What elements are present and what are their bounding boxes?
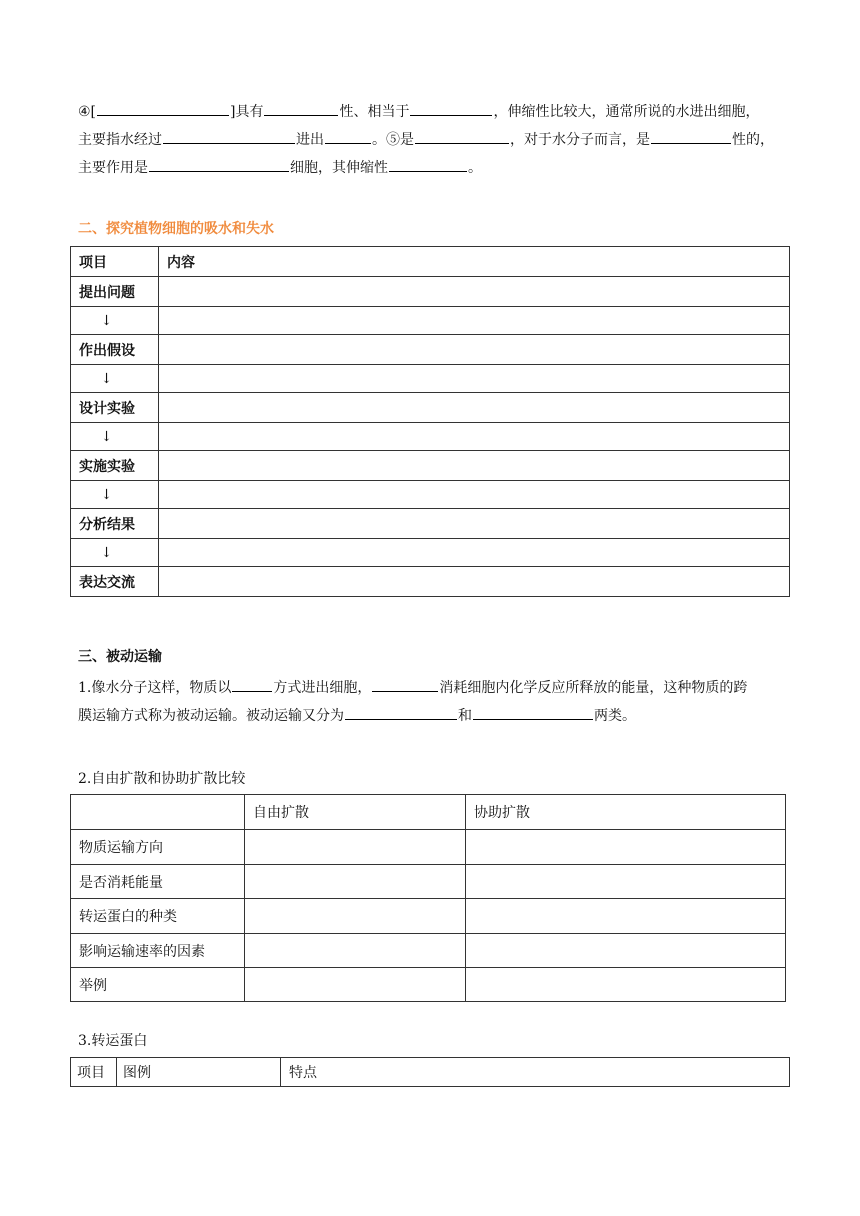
step-label: 分析结果 (71, 509, 159, 539)
blank-field[interactable] (410, 101, 492, 116)
content-cell[interactable] (159, 567, 790, 597)
text-segment: 性的， (732, 132, 774, 148)
row-label: 影响运输速率的因素 (71, 934, 245, 968)
row-label: 是否消耗能量 (71, 865, 245, 899)
answer-cell[interactable] (466, 968, 786, 1002)
diffusion-comparison-table (70, 794, 786, 1002)
header-cell-features: 特点 (281, 1058, 790, 1087)
down-arrow-icon: ↓ (71, 539, 159, 567)
answer-cell[interactable] (466, 830, 786, 865)
table-row (71, 393, 790, 423)
answer-cell[interactable] (245, 865, 466, 899)
text-segment: 和 (458, 708, 472, 724)
table-row (71, 277, 790, 307)
text-segment: 。 (468, 160, 482, 176)
text-segment: 膜运输方式称为被动运输。被动运输又分为 (78, 708, 344, 724)
content-cell[interactable] (159, 335, 790, 365)
row-label: 转运蛋白的种类 (71, 899, 245, 934)
table-row (71, 335, 790, 365)
blank-field[interactable] (264, 101, 338, 116)
table-row (71, 899, 786, 934)
header-cell-content: 内容 (159, 247, 790, 277)
passive-transport-paragraph (78, 674, 790, 730)
text-segment: 1.像水分子这样，物质以 (78, 680, 232, 696)
header-cell-free-diffusion: 自由扩散 (245, 795, 466, 830)
step-label: 提出问题 (71, 277, 159, 307)
answer-cell[interactable] (245, 899, 466, 934)
row-label: 举例 (71, 968, 245, 1002)
arrow-row (71, 423, 790, 451)
content-cell[interactable] (159, 393, 790, 423)
section-heading-experiment: 二、探究植物细胞的吸水和失水 (78, 221, 274, 237)
header-cell-legend: 图例 (117, 1058, 281, 1087)
blank-field[interactable] (232, 677, 272, 692)
paragraph-line-2 (78, 702, 790, 730)
arrow-row (71, 365, 790, 393)
blank-field[interactable] (345, 705, 457, 720)
row-label: 物质运输方向 (71, 830, 245, 865)
text-segment: 细胞，其伸缩性 (290, 160, 388, 176)
content-cell[interactable] (159, 307, 790, 335)
header-cell-empty (71, 795, 245, 830)
header-cell-facilitated-diffusion: 协助扩散 (466, 795, 786, 830)
arrow-row (71, 481, 790, 509)
paragraph-line-2 (78, 126, 790, 154)
arrow-row (71, 307, 790, 335)
header-cell-item: 项目 (71, 1058, 117, 1087)
blank-field[interactable] (415, 129, 509, 144)
content-cell[interactable] (159, 451, 790, 481)
answer-cell[interactable] (466, 934, 786, 968)
answer-cell[interactable] (245, 934, 466, 968)
step-label: 设计实验 (71, 393, 159, 423)
arrow-row (71, 539, 790, 567)
text-segment: 方式进出细胞， (273, 680, 372, 696)
text-segment: ]具有 (230, 104, 264, 120)
blank-field[interactable] (325, 129, 371, 144)
table-header-row (71, 795, 786, 830)
content-cell[interactable] (159, 423, 790, 451)
paragraph-line-1 (78, 674, 790, 702)
text-segment: 性、相当于 (339, 104, 410, 120)
answer-cell[interactable] (466, 899, 786, 934)
blank-field[interactable] (651, 129, 731, 144)
table-row (71, 968, 786, 1002)
step-label: 作出假设 (71, 335, 159, 365)
down-arrow-icon: ↓ (71, 307, 159, 335)
table-row (71, 451, 790, 481)
blank-field[interactable] (163, 129, 295, 144)
text-segment: 进出 (296, 132, 324, 148)
table-row (71, 865, 786, 899)
section-heading-passive-transport: 三、被动运输 (78, 649, 162, 665)
text-segment: 。⑤是 (372, 132, 414, 148)
text-segment: 消耗细胞内化学反应所释放的能量，这种物质的跨 (439, 680, 748, 696)
text-segment: ④[ (78, 104, 97, 120)
table-row (71, 934, 786, 968)
text-segment: 主要作用是 (78, 160, 148, 176)
step-label: 表达交流 (71, 567, 159, 597)
fill-in-paragraph (78, 98, 790, 182)
paragraph-line-1 (78, 98, 790, 126)
experiment-steps-table (70, 246, 790, 597)
content-cell[interactable] (159, 539, 790, 567)
table-header-row (71, 1058, 790, 1087)
table-row (71, 509, 790, 539)
header-cell-item: 项目 (71, 247, 159, 277)
text-segment: 两类。 (594, 708, 636, 724)
blank-field[interactable] (389, 157, 467, 172)
transport-protein-table (70, 1057, 790, 1087)
answer-cell[interactable] (245, 830, 466, 865)
text-segment: ，伸缩性比较大，通常所说的水进出细胞， (493, 104, 760, 120)
text-segment: ，对于水分子而言，是 (510, 132, 650, 148)
content-cell[interactable] (159, 509, 790, 539)
blank-field[interactable] (372, 677, 438, 692)
table-row (71, 567, 790, 597)
paragraph-line-3 (78, 154, 790, 182)
step-label: 实施实验 (71, 451, 159, 481)
down-arrow-icon: ↓ (71, 481, 159, 509)
content-cell[interactable] (159, 277, 790, 307)
content-cell[interactable] (159, 365, 790, 393)
comparison-title: 2.自由扩散和协助扩散比较 (78, 771, 246, 787)
text-segment: 主要指水经过 (78, 132, 162, 148)
answer-cell[interactable] (245, 968, 466, 1002)
transport-protein-title: 3.转运蛋白 (78, 1033, 148, 1049)
down-arrow-icon: ↓ (71, 423, 159, 451)
table-header-row (71, 247, 790, 277)
blank-field[interactable] (97, 101, 229, 116)
answer-cell[interactable] (466, 865, 786, 899)
down-arrow-icon: ↓ (71, 365, 159, 393)
content-cell[interactable] (159, 481, 790, 509)
table-row (71, 830, 786, 865)
blank-field[interactable] (473, 705, 593, 720)
blank-field[interactable] (149, 157, 289, 172)
